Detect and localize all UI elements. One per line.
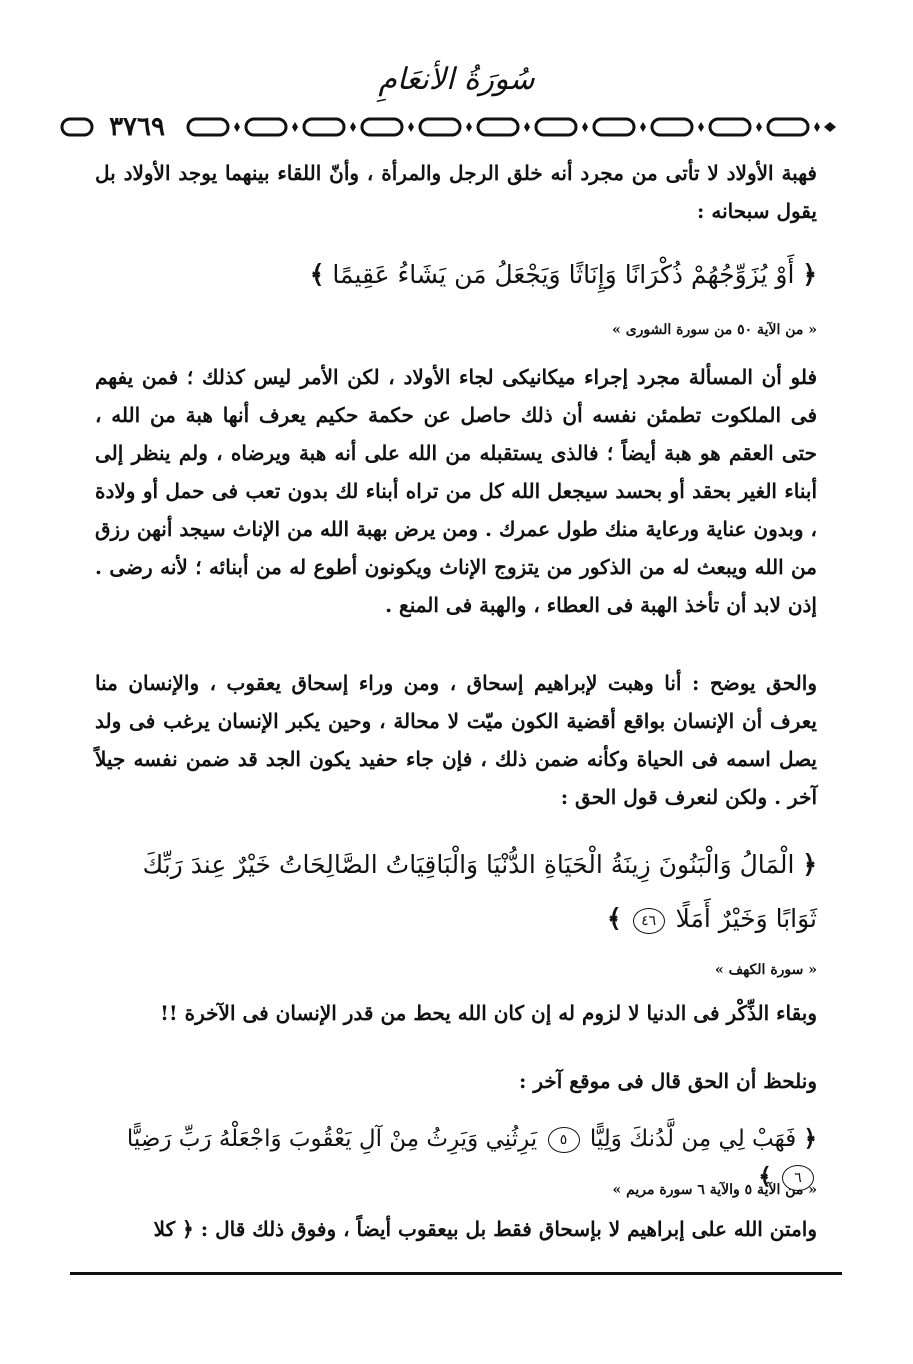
reference-maryam: « من الآية ٥ والآية ٦ سورة مريم » <box>612 1182 817 1198</box>
verse-close-bracket: ﴾ <box>607 904 622 933</box>
paragraph-3 <box>95 664 817 816</box>
paragraph-2-text: فلو أن المسألة مجرد إجراء ميكانيكى لجاء الأولاد ، لكن الأمر ليس كذلك ؛ فمن يفهم فى الملكوت تطمئن نفسه أن ذلك حاصل عن حكمة حكيم يعرف أنها هبة من الله ، حتى العقم هو هبة أيضاً ؛ فالذى يستقبله من الله على أنه هبة ويرضاه ، ولم ينظر إلى أبناء الغير بحقد أو بحسد سيجعل الله كل من تراه أبناء لك بدون تعب فى حمل أو ولادة ، وبدون عناية ورعاية منك طول عمرك . ومن يرض بهبة الله من الإناث سيجد أنهن رزق من الله ويبعث له من الذكور من يتزوج الإناث ويكونون أطوع له من أبنائه ؛ لأنه رضى . إذن لابد أن تأخذ الهبة فى العطاء ، والهبة فى المنع . <box>95 365 817 617</box>
verse-text: أَوْ يُزَوِّجُهُمْ ذُكْرَانًا وَإِنَاثًا وَيَجْعَلُ مَن يَشَاءُ عَقِيمًا <box>332 260 795 289</box>
verse-shura-50 <box>95 256 817 294</box>
verse-text: الْمَالُ وَالْبَنُونَ زِينَةُ الْحَيَاةِ الدُّنْيَا وَالْبَاقِيَاتُ الصَّالِحَاتُ خَيْرٌ عِندَ رَبِّكَ ثَوَابًا وَخَيْرٌ أَمَلًا <box>142 850 817 933</box>
paragraph-3-text: والحق يوضح : أنا وهبت لإبراهيم إسحاق ، ومن وراء إسحاق يعقوب ، والإنسان منا يعرف أن الإنسان بواقع أقضية الكون ميّت لا محالة ، وحين يكبر الإنسان يرغب فى ولد يصل اسمه فى الحياة وكأنه ضمن ذلك ، فإن جاء حفيد يكون الجد قد ضمن نفسه جيلاً آخر . ولكن لنعرف قول الحق : <box>95 671 817 809</box>
paragraph-1-text: فهبة الأولاد لا تأتى من مجرد أنه خلق الرجل والمرأة ، وأنّ اللقاء بينهما يوجد الأولاد بل يقول سبحانه : <box>95 161 817 223</box>
verse-close-bracket: ﴾ <box>309 260 325 289</box>
paragraph-5-text: ونلحظ أن الحق قال فى موقع آخر : <box>519 1069 817 1093</box>
page-number: ٣٧٦٩ <box>98 112 176 142</box>
header-ornament <box>60 114 840 140</box>
verse-kahf-46 <box>95 838 817 946</box>
verse-number-6: ٦ <box>782 1165 814 1191</box>
paragraph-4-text: وبقاء الذِّكْر فى الدنيا لا لزوم له إن كان الله يحط من قدر الإنسان فى الآخرة !! <box>160 1001 817 1025</box>
verse-text-a: فَهَبْ لِي مِن لَّدُنكَ وَلِيًّا <box>589 1126 797 1152</box>
verse-open-bracket: ﴿ <box>802 260 817 289</box>
verse-text-b: يَرِثُنِي وَيَرِثُ مِنْ آلِ يَعْقُوبَ وَاجْعَلْهُ رَبِّ رَضِيًّا <box>126 1126 538 1152</box>
paragraph-2 <box>95 358 817 624</box>
surah-title: سُورَةُ الأنعَامِ <box>378 62 535 97</box>
verse-open-bracket: ﴿ <box>803 1125 817 1152</box>
paragraph-5 <box>95 1062 817 1100</box>
verse-number-46: ٤٦ <box>633 908 665 934</box>
bottom-rule <box>70 1272 842 1275</box>
paragraph-6 <box>95 1210 817 1248</box>
paragraph-6-text: وامتن الله على إبراهيم لا بإسحاق فقط بل بيعقوب أيضاً ، وفوق ذلك قال : ﴿ كلا <box>153 1217 817 1241</box>
reference-shura: « من الآية ٥٠ من سورة الشورى » <box>612 322 817 338</box>
paragraph-1 <box>95 154 817 230</box>
verse-close-bracket: ﴾ <box>758 1163 772 1190</box>
verse-number-5: ٥ <box>548 1127 580 1153</box>
verse-open-bracket: ﴿ <box>802 850 817 879</box>
reference-kahf: « سورة الكهف » <box>714 962 817 978</box>
paragraph-4 <box>95 994 817 1032</box>
